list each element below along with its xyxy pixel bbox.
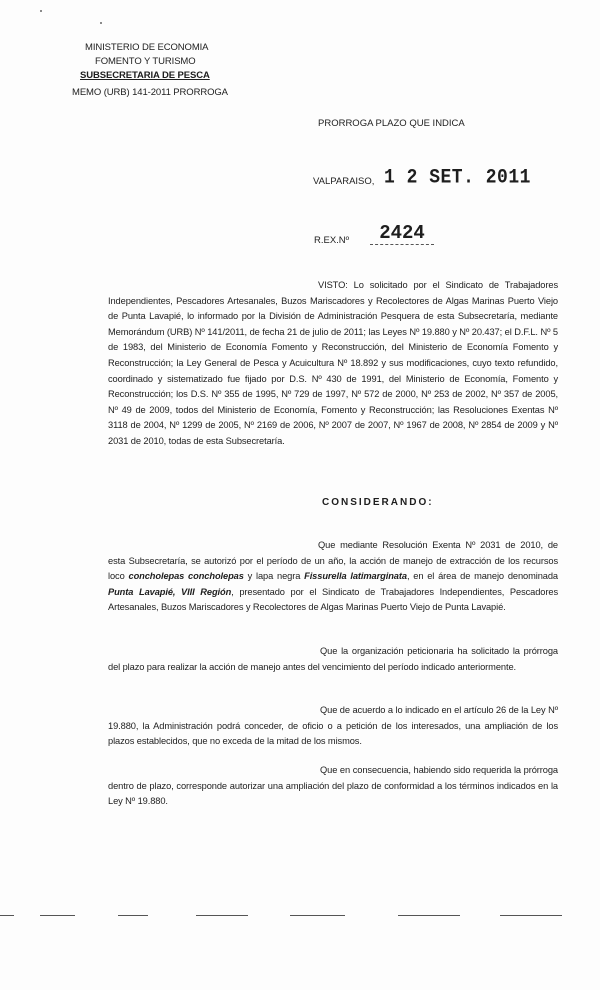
subject-line: PRORROGA PLAZO QUE INDICA [318,118,465,129]
rex-label: R.EX.Nº [314,235,350,246]
visto-text: VISTO: Lo solicitado por el Sindicato de Trabajadores Independientes, Pescadores Artesanales, Buzos Mariscadores y Recolectores de Algas Marinas Puerto Viejo de Punta Lavapié, lo informado por la División de Administración Pesquera de esta Subsecretaría, mediante Memorándum (URB) Nº 141/2011, de fecha 21 de julio de 2011; las Leyes Nº 19.880 y Nº 20.437; el D.F.L. Nº 5 de 1983, del Ministerio de Economía Fomento y Reconstrucción, del Ministerio de Economía Fomento y Reconstrucción; la Ley General de Pesca y Acuicultura Nº 18.892 y sus modificaciones, cuyo texto refundido, coordinado y sistematizado fue fijado por D.S. Nº 430 de 1991, del Ministerio de Economía, Fomento y Reconstrucción; los D.S. Nº 355 de 1995, Nº 729 de 1997, Nº 572 de 2000, Nº 253 de 2002, Nº 357 de 2005, Nº 49 de 2009, todos del Ministerio de Economía, Fomento y Reconstrucción; las Resoluciones Exentas Nº 3118 de 2004, Nº 1299 de 2005, Nº 2169 de 2006, Nº 2007 de 2007, Nº 1967 de 2008, Nº 2854 de 2009 y Nº 2031 de 2010, todas de esta Subsecretaría. [108,280,558,446]
c3-text: Que de acuerdo a lo indicado en el artículo 26 de la Ley Nº 19.880, la Administración podrá conceder, de oficio o a petición de los interesados, una ampliación de los plazos establecidos, que no exceda de la mitad de los mismos. [108,705,558,747]
scan-artifact-line [118,915,148,916]
c1-text-4: , presentado por el Sindicato de Trabajadores Independientes, Pescadores Artesanales, Buzos Mariscadores y Recolectores de Algas Marinas Puerto Viejo de Punta Lavapié. [108,586,558,613]
visto-paragraph [108,278,558,450]
c1-text-1: Que mediante Resolución Exenta Nº 2031 de 2010, de esta Subsecretaría, se autorizó por el período de un año, la acción de manejo de extracción de los recursos loco [108,540,558,582]
scan-speck [100,22,102,24]
c4-text: Que en consecuencia, habiendo sido requerida la prórroga dentro de plazo, corresponde autorizar una ampliación del plazo de conformidad a los términos indicados en la Ley Nº 19.880. [108,765,558,807]
c1-text-3: , en el área de manejo denominada [406,571,558,582]
header-ministry: MINISTERIO DE ECONOMIA [85,42,209,53]
scan-artifact-line [40,915,75,916]
c1-area-name: Punta Lavapié, VIII Región [108,586,232,597]
rex-number: 2424 [370,222,434,245]
c2-text: Que la organización peticionaria ha solicitado la prórroga del plazo para realizar la acción de manejo antes del vencimiento del período indicado anteriormente. [108,646,558,672]
considerando-paragraph-4 [108,763,558,810]
considerando-paragraph-1 [108,538,558,616]
header-memo: MEMO (URB) 141-2011 PRORROGA [72,87,228,98]
header-fomento: FOMENTO Y TURISMO [95,56,196,67]
place-label: VALPARAISO, [313,176,375,187]
c1-species-2: Fissurella latimarginata [304,571,407,582]
scan-artifact-line [398,915,460,916]
scan-artifact-line [196,915,248,916]
considerando-paragraph-3 [108,703,558,750]
scan-artifact-line [0,915,14,916]
c1-text-2: y lapa negra [243,571,305,582]
considerando-paragraph-2 [108,644,558,675]
scan-artifact-line [290,915,345,916]
scan-speck [40,10,42,12]
considerando-heading: CONSIDERANDO: [322,497,434,508]
date-stamp: 1 2 SET. 2011 [384,166,531,190]
scan-artifact-line [500,915,562,916]
header-subsecretaria: SUBSECRETARIA DE PESCA [80,70,210,81]
c1-species-1: concholepas concholepas [128,571,244,582]
